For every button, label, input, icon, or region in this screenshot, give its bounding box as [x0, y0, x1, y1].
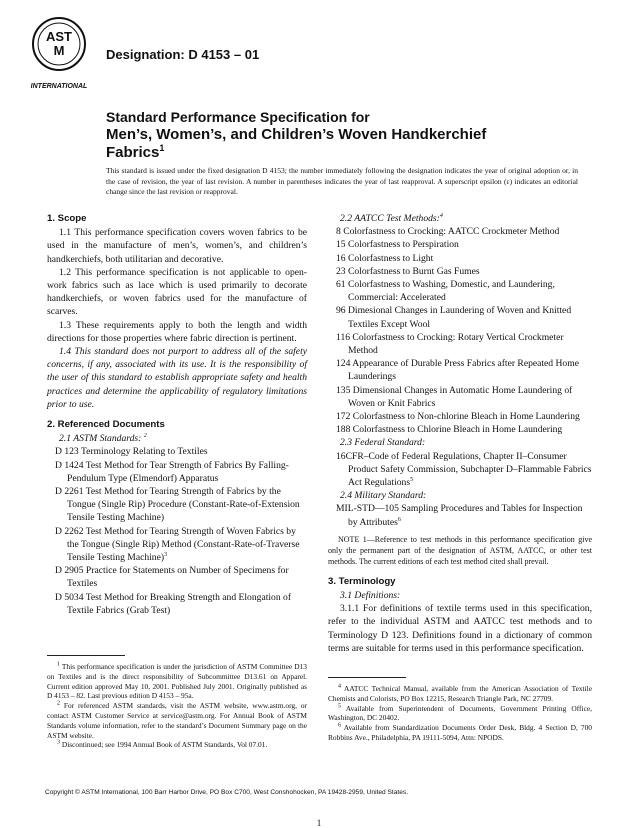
military-standard-heading: 2.4 Military Standard: — [340, 490, 427, 502]
aatcc-item: 135 Dimensional Changes in Automatic Home Laundering of Woven or Knit Fabrics — [336, 384, 573, 409]
terminology-heading: 3. Terminology — [328, 575, 396, 587]
footnote-3: $^3$ Discontinued; see 1994 Annual Book of ASTM Standards, Vol 07.01. — [57, 740, 268, 750]
reference-item: D 2261 Test Method for Tearing Strength of Fabrics by the Tongue (Single Rip) Procedure (Constant-Rate-of-Extension Tensile Testing Machine) — [55, 486, 300, 524]
astm-logo — [30, 14, 88, 94]
referenced-documents-heading: 2. Referenced Documents — [47, 419, 165, 431]
title-line-1: Standard Performance Specification for — [106, 109, 370, 125]
definitions-heading: 3.1 Definitions: — [340, 590, 401, 602]
footnote-1: $^1$ This performance specification is under the jurisdiction of ASTM Committee D13 on Textiles and is the direct responsibility of Subcommittee D13.61 on Apparel. Current edition approved May 10, 2001. Published July 2001. Originally published as D 4153 – 82. Last previous edition D 4153 – 95a. — [47, 661, 307, 701]
aatcc-item: 23 Colorfastness to Burnt Gas Fumes — [336, 265, 480, 277]
designation: Designation: D 4153 – 01 — [106, 47, 260, 62]
note-1: NOTE 1—Reference to test methods in this performance specification give only the permanent part of the designation of ASTM, AATCC, or other test methods. The current editions of each test method cited shall prevail. — [328, 534, 592, 566]
scope-1-1: 1.1 This performance specification covers woven fabrics to be used in the manufacture of men’s, women’s, and children’s handkerchiefs, both utilitarian and decorative. — [47, 227, 307, 265]
svg-text:M: M — [53, 43, 65, 58]
terminology-3-1-1: 3.1.1 For definitions of textile terms used in this specification, refer to the individual ASTM and AATCC test methods and to Terminology D 123. Definitions found in a dictionary of common terms are suitable for terms used in this performance specification. — [328, 603, 592, 654]
aatcc-item: 188 Colorfastness to Chlorine Bleach in Home Laundering — [336, 424, 563, 436]
title-line-2: Men’s, Women’s, and Children’s Woven Handkerchief — [106, 126, 487, 143]
footnote-4: $^4$ AATCC Technical Manual, available from the American Association of Textile Chemists and Colorists, PO Box 12215, Research Triangle Park, NC 27709. — [328, 683, 592, 703]
svg-text:INTERNATIONAL: INTERNATIONAL — [30, 83, 88, 90]
right-column — [328, 212, 592, 743]
aatcc-item: 15 Colorfastness to Perspiration — [336, 239, 459, 251]
scope-heading: 1. Scope — [47, 213, 87, 224]
designation-notice: This standard is issued under the fixed designation D 4153; the number immediately following the designation indicates the year of original adoption or, in the case of revision, the year of last revision. A number in parentheses indicates the year of last reapproval. A superscript epsilon (ε) indicates an editorial change since the last revision or reapproval. — [106, 166, 578, 196]
military-standard-item: MIL-STD—105 Sampling Procedures and Tables for Inspection by Attributes$^6$ — [336, 503, 583, 528]
copyright: Copyright © ASTM International, 100 Barr Harbor Drive, PO Box C700, West Conshohocken, PA 19428-2959, United States. — [45, 789, 409, 796]
aatcc-item: 61 Colorfastness to Washing, Domestic, and Laundering, Commercial: Accelerated — [336, 279, 555, 304]
scope-1-2: 1.2 This performance specification is not applicable to open-work fabrics such as lace which is used primarily to decorate handkerchiefs, or woven fabrics used for the manufacture of scarves. — [47, 266, 307, 318]
reference-item: D 123 Terminology Relating to Textiles — [55, 446, 208, 458]
page-number: 1 — [316, 818, 322, 828]
astm-standards-list — [47, 445, 307, 617]
aatcc-item: 116 Colorfastness to Crocking: Rotary Vertical Crockmeter Method — [336, 331, 564, 357]
reference-item: D 1424 Test Method for Tear Strength of Fabrics By Falling-Pendulum Type (Elmendorf) Apparatus — [55, 459, 289, 484]
aatcc-item: 96 Dimesional Changes in Laundering of Woven and Knitted Textiles Except Wool — [336, 305, 572, 330]
aatcc-item: 16 Colorfastness to Light — [336, 252, 434, 264]
title-line-3: Fabrics — [106, 144, 160, 161]
scope-1-3: 1.3 These requirements apply to both the length and width directions for those properties where fabric direction is pertinent. — [47, 319, 307, 344]
federal-standard-item: 16CFR–Code of Federal Regulations, Chapter II–Consumer Product Safety Commission, Subchapter D–Flammable Fabrics Act Regulations$^5$ — [336, 450, 592, 489]
footnote-2: $^2$ For referenced ASTM standards, visit the ASTM website, www.astm.org, or contact ASTM Customer Service at service@astm.org. For Annual Book of ASTM Standards volume information, refer to the standard’s Document Summary page on the ASTM website. — [47, 700, 307, 740]
title-footnote-mark: 1 — [159, 143, 165, 153]
federal-standard-heading: 2.3 Federal Standard: — [340, 437, 426, 449]
left-column — [47, 212, 307, 750]
aatcc-item: 172 Colorfastness to Non-chlorine Bleach in Home Laundering — [336, 411, 580, 423]
scope-1-4: 1.4 This standard does not purport to address all of the safety concerns, if any, associated with its use. It is the responsibility of the user of this standard to establish appropriate safety and health practices and determine the applicability of regulatory limitations prior to use. — [47, 346, 307, 410]
reference-item: D 5034 Test Method for Breaking Strength and Elongation of Textile Fabrics (Grab Test) — [55, 591, 292, 616]
footnote-5: $^5$ Available from Superintendent of Documents, Government Printing Office, Washington, DC 20402. — [328, 703, 592, 723]
svg-text:AST: AST — [46, 29, 72, 44]
footnote-rule — [328, 677, 406, 678]
aatcc-item: 124 Appearance of Durable Press Fabrics after Repeated Home Launderings — [336, 358, 579, 383]
footnote-6: $^6$ Available from Standardization Documents Order Desk, Bldg. 4 Section D, 700 Robbins Ave., Philadelphia, PA 19111-5094, Attn: NPODS. — [328, 722, 592, 743]
aatcc-item: 8 Colorfastness to Crocking: AATCC Crockmeter Method — [336, 226, 560, 238]
document-title — [106, 108, 586, 162]
aatcc-list — [328, 225, 592, 436]
reference-item: D 2905 Practice for Statements on Number of Specimens for Textiles — [55, 565, 289, 590]
footnote-rule — [47, 655, 125, 656]
astm-standards-heading: 2.1 ASTM Standards: $^2$ — [59, 433, 147, 445]
aatcc-heading: 2.2 AATCC Test Methods:$^4$ — [340, 212, 443, 224]
reference-item: D 2262 Test Method for Tearing Strength of Woven Fabrics by the Tongue (Single Rip) Method (Constant-Rate-of-Traverse Tensile Testing Machine)$^3$ — [55, 525, 300, 564]
